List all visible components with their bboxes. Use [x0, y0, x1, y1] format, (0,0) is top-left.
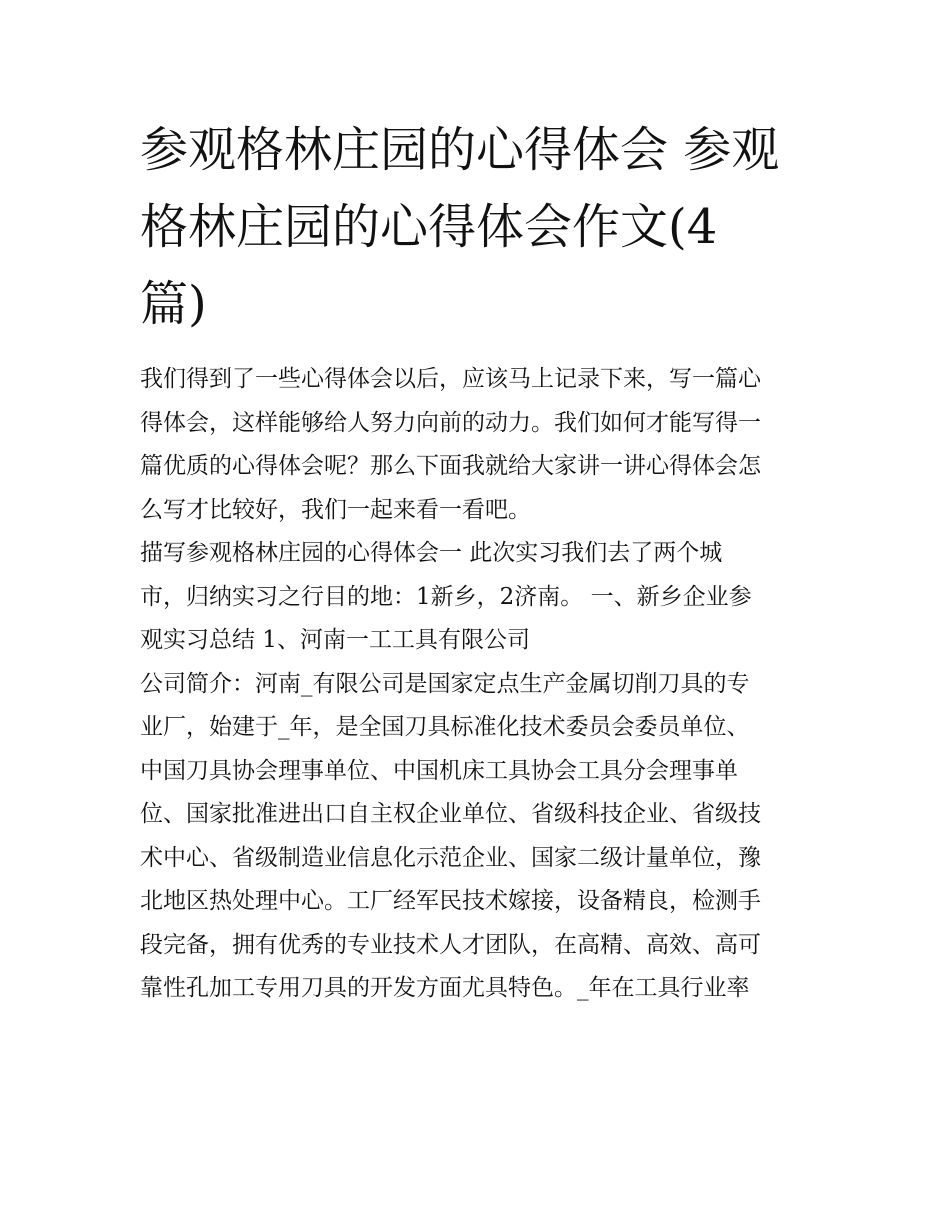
body-line: 我们得到了一些心得体会以后，应该马上记录下来，写一篇心: [140, 366, 761, 392]
document-title: [140, 112, 820, 343]
title-line: 篇): [140, 276, 207, 332]
body-line: 段完备，拥有优秀的专业技术人才团队，在高精、高效、高可: [140, 931, 761, 958]
body-line: 篇优质的心得体会呢？那么下面我就给大家讲一讲心得体会怎: [140, 453, 761, 479]
document-body: [140, 358, 820, 1011]
body-line: 得体会，这样能够给人努力向前的动力。我们如何才能写得一: [140, 409, 761, 436]
body-line: 描写参观格林庄园的心得体会一 此次实习我们去了两个城: [140, 540, 723, 566]
body-line: 业厂，始建于_年，是全国刀具标准化技术委员会委员单位、: [140, 714, 750, 740]
body-line: 北地区热处理中心。工厂经军民技术嫁接，设备精良，检测手: [140, 888, 761, 914]
body-line: 么写才比较好，我们一起来看一看吧。: [140, 496, 531, 523]
body-line: 靠性孔加工专用刀具的开发方面尤具特色。_年在工具行业率: [140, 975, 750, 1001]
body-line: 位、国家批准进出口自主权企业单位、省级科技企业、省级技: [140, 801, 761, 827]
body-line: 观实习总结 1、河南一工工具有限公司: [140, 627, 530, 653]
title-line: 格林庄园的心得体会作文(4: [140, 199, 718, 255]
body-line: 中国刀具协会理事单位、中国机床工具协会工具分会理事单: [140, 757, 738, 784]
body-line: 公司简介：河南_有限公司是国家定点生产金属切削刀具的专: [140, 670, 750, 697]
title-line: 参观格林庄园的心得体会 参观: [140, 122, 780, 178]
body-line: 市，归纳实习之行目的地：1新乡，2济南。 一、新乡企业参: [140, 583, 752, 610]
body-line: 术中心、省级制造业信息化示范企业、国家二级计量单位，豫: [140, 844, 761, 871]
